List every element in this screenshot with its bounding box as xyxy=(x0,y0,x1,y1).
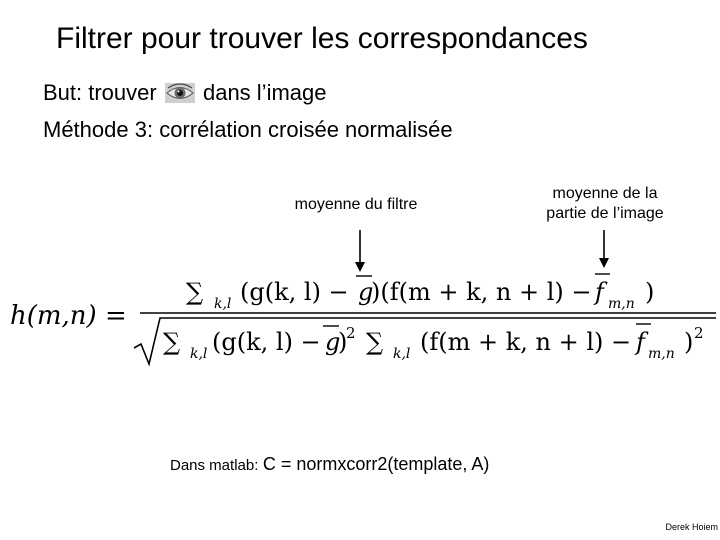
den-f-power: 2 xyxy=(694,324,704,342)
den-f-close: ) xyxy=(684,328,694,356)
den-sum-sub-1: k,l xyxy=(190,346,208,362)
den-sum-sign-1: ∑ xyxy=(163,328,181,356)
image-mean-label-line1: moyenne de la xyxy=(552,185,658,202)
den-f-term: (f(m + k, n + l) − xyxy=(420,328,632,356)
goal-text-before: But: trouver xyxy=(43,80,157,105)
num-f-bar: f xyxy=(595,278,604,306)
den-g-term: (g(k, l) − xyxy=(212,328,321,356)
matlab-label: Dans matlab: xyxy=(170,457,259,474)
matlab-code: C = normxcorr2(template, A) xyxy=(262,454,490,474)
author-credit: Derek Hoiem xyxy=(665,522,718,532)
ncc-formula xyxy=(0,262,720,372)
num-g-bar: g xyxy=(358,278,374,306)
method-line: Méthode 3: corrélation croisée normalisée xyxy=(43,117,453,142)
matlab-line xyxy=(170,454,489,475)
formula-lhs: h(m,n) = xyxy=(10,301,127,331)
den-g-bar: g xyxy=(325,328,341,356)
den-g-power: 2 xyxy=(346,324,356,342)
den-g-close: ) xyxy=(338,328,348,356)
num-sum-sign: ∑ xyxy=(186,278,204,306)
den-f-bar: f xyxy=(636,328,645,356)
den-sum-sub-2: k,l xyxy=(393,346,411,362)
num-f-sub: m,n xyxy=(608,296,635,312)
num-f-term: )(f(m + k, n + l) − xyxy=(371,278,592,306)
goal-text-after: dans l’image xyxy=(202,80,327,105)
num-g-term: (g(k, l) − xyxy=(240,278,349,306)
slide-title: Filtrer pour trouver les correspondances xyxy=(56,22,588,55)
filter-mean-label: moyenne du filtre xyxy=(294,196,418,213)
num-sum-sub: k,l xyxy=(214,296,232,312)
num-close: ) xyxy=(645,278,655,306)
image-mean-label-line2: partie de l’image xyxy=(546,205,664,222)
den-sum-sign-2: ∑ xyxy=(366,328,384,356)
den-f-sub: m,n xyxy=(648,346,675,362)
